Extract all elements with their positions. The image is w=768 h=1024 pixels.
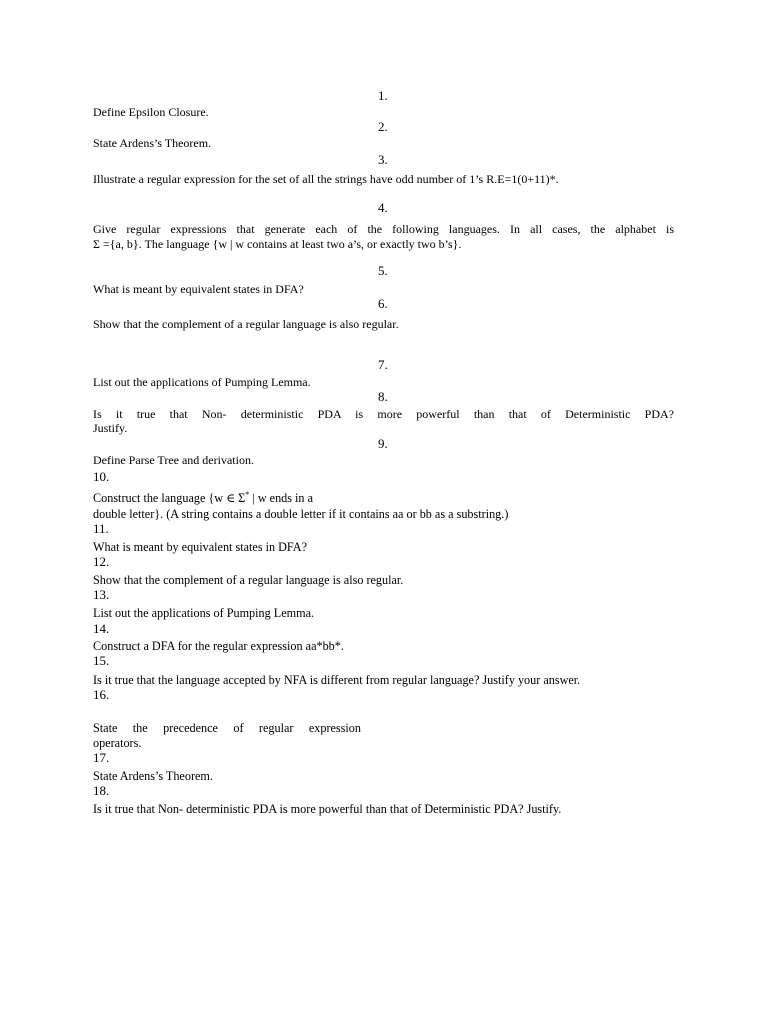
question-text: Show that the complement of a regular language is also regular.: [93, 317, 399, 331]
question-text-line: Σ ={a, b}. The language {w | w contains at least two a’s, or exactly two b’s}.: [93, 237, 462, 251]
question-number: 9.: [378, 436, 388, 451]
question-text: List out the applications of Pumping Lemma.: [93, 606, 315, 620]
question-text-line: Justify.: [93, 421, 128, 435]
question-number: 6.: [378, 296, 388, 311]
question-number: 15.: [93, 653, 110, 668]
question-text: Define Parse Tree and derivation.: [93, 453, 254, 467]
question-number: 14.: [93, 621, 110, 636]
question-number: 5.: [378, 263, 388, 278]
question-text: State Ardens’s Theorem.: [93, 136, 212, 150]
question-text: Construct the language {w ∈ Σ* | w ends in a: [93, 490, 313, 505]
question-text-line: Give regular expressions that generate each of the following languages. In all cases, the alphabet is: [93, 222, 674, 236]
question-text: Define Epsilon Closure.: [93, 105, 209, 119]
question-text: [93, 223, 674, 235]
question-number: 2.: [378, 119, 388, 134]
question-text: Illustrate a regular expression for the set of all the strings have odd number of 1’s R.E=1(0+11)*.: [93, 172, 559, 186]
question-text-line: operators.: [93, 736, 142, 750]
question-number: 7.: [378, 357, 388, 372]
question-text-line: Is it true that Non- deterministic PDA is more powerful than that of Deterministic PDA?: [93, 407, 674, 421]
question-number: 13.: [93, 587, 110, 602]
question-text: What is meant by equivalent states in DFA?: [93, 282, 304, 296]
question-number: 8.: [378, 389, 388, 404]
question-text: State Ardens’s Theorem.: [93, 769, 213, 783]
question-number: 4.: [378, 200, 388, 215]
question-number: 3.: [378, 152, 388, 167]
question-text: Construct a DFA for the regular expression aa*bb*.: [93, 639, 344, 653]
question-number: 18.: [93, 783, 110, 798]
question-text-line: double letter}. (A string contains a double letter if it contains aa or bb as a substring.): [93, 507, 509, 521]
question-text: List out the applications of Pumping Lemma.: [93, 375, 311, 389]
question-number: 11.: [93, 521, 109, 536]
question-number: 1.: [378, 88, 388, 103]
question-text: Show that the complement of a regular language is also regular.: [93, 573, 404, 587]
question-number: 10.: [93, 469, 110, 484]
question-text: Is it true that Non- deterministic PDA is more powerful than that of Deterministic PDA? Justify.: [93, 802, 562, 816]
question-text: Is it true that the language accepted by NFA is different from regular language? Justify your answer.: [93, 673, 581, 687]
question-text: State the precedence of regular expression: [93, 721, 361, 735]
question-number: 12.: [93, 554, 110, 569]
question-text: What is meant by equivalent states in DFA?: [93, 540, 308, 554]
question-text: [93, 408, 674, 420]
question-number: 16.: [93, 687, 110, 702]
question-number: 17.: [93, 750, 110, 765]
